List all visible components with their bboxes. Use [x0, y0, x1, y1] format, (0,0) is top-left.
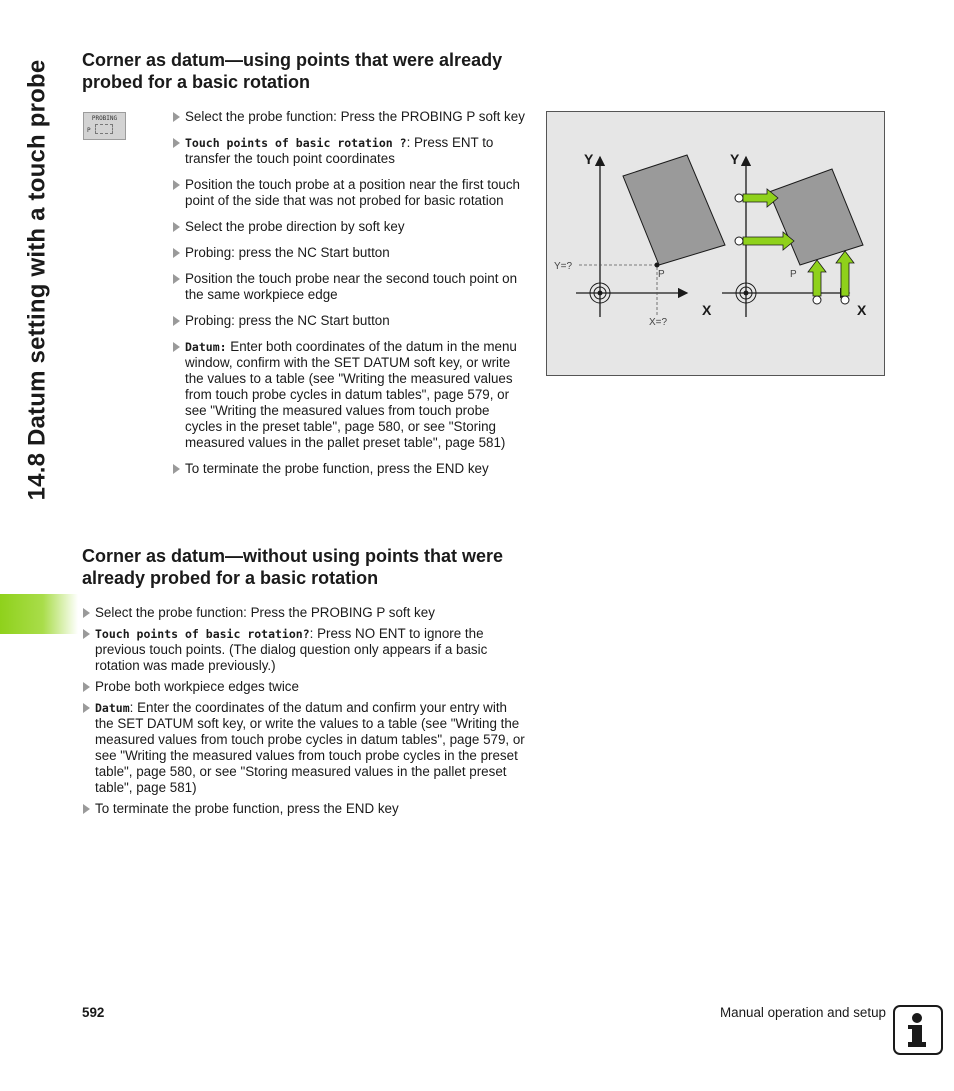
right-panel: [722, 151, 867, 318]
workpiece-shape: [623, 155, 725, 265]
y-axis-label: Y: [730, 151, 740, 167]
step-item: Select the probe function: Press the PROBING P soft key: [172, 109, 528, 125]
step-item: To terminate the probe function, press the END key: [82, 801, 527, 817]
left-panel: [554, 151, 725, 328]
x-axis-label: X: [702, 302, 712, 318]
probe-arrow-up-left: [808, 260, 826, 304]
section2-steps: [82, 605, 527, 822]
point-p-marker: [655, 263, 660, 268]
step-item: Datum: Enter the coordinates of the datum and confirm your entry with the SET DATUM soft key, or write the values to a table (see "Writing the measured values from touch probe cycles in datum tables", page 579, or see "Writing the measured values from touch probe cycles in the preset table", page 580, or see "Storing measured values in the pallet preset table", page 581): [82, 700, 527, 796]
point-p-label: P: [658, 269, 665, 280]
softkey-letter: P: [87, 127, 91, 134]
chapter-title-text: 14.8 Datum setting with a touch probe: [23, 59, 51, 501]
probing-softkey-icon: [83, 112, 126, 140]
probing-diagram: [546, 111, 885, 376]
page-number: 592: [82, 1005, 105, 1020]
chapter-title: [13, 0, 61, 560]
workpiece-shape: [769, 169, 863, 265]
step-item: Touch points of basic rotation ?: Press ENT to transfer the touch point coordinates: [172, 135, 528, 167]
probe-arrow-up-right: [836, 251, 854, 304]
step-item: Probe both workpiece edges twice: [82, 679, 527, 695]
y-axis-label: Y: [584, 151, 594, 167]
softkey-probe-graphic: [95, 124, 113, 134]
section1-heading: Corner as datum—using points that were already probed for a basic rotation: [82, 50, 503, 92]
y-query-label: Y=?: [554, 261, 573, 272]
section1-steps: [172, 109, 528, 487]
softkey-label: PROBING: [91, 115, 118, 122]
step-item: Position the touch probe near the second touch point on the same workpiece edge: [172, 271, 528, 303]
step-item: Select the probe direction by soft key: [172, 219, 528, 235]
info-icon: [893, 1005, 943, 1055]
step-item: Touch points of basic rotation?: Press NO ENT to ignore the previous touch points. (The dialog question only appears if a basic rotation was made previously.): [82, 626, 527, 674]
chapter-tab-marker: [0, 594, 78, 634]
step-item: Probing: press the NC Start button: [172, 245, 528, 261]
x-query-label: X=?: [649, 317, 668, 328]
step-item: Probing: press the NC Start button: [172, 313, 528, 329]
step-item: Datum: Enter both coordinates of the datum in the menu window, confirm with the SET DATUM soft key, or write the values to a table (see "Writing the measured values from touch probe cycles in datum tables", page 579, or see "Writing the measured values from touch probe cycles in the preset table", page 580, or see "Storing measured values in the pallet preset table", page 581): [172, 339, 528, 451]
section2-heading: Corner as datum—without using points that were already probed for a basic rotation: [82, 546, 504, 588]
step-item: Select the probe function: Press the PROBING P soft key: [82, 605, 527, 621]
step-item: To terminate the probe function, press the END key: [172, 461, 528, 477]
x-axis-label: X: [857, 302, 867, 318]
probe-arrow-right-lower: [735, 232, 794, 250]
point-p-label: P: [790, 269, 797, 280]
step-item: Position the touch probe at a position near the first touch point of the side that was not probed for basic rotation: [172, 177, 528, 209]
footer-section-title: Manual operation and setup: [719, 1005, 886, 1020]
